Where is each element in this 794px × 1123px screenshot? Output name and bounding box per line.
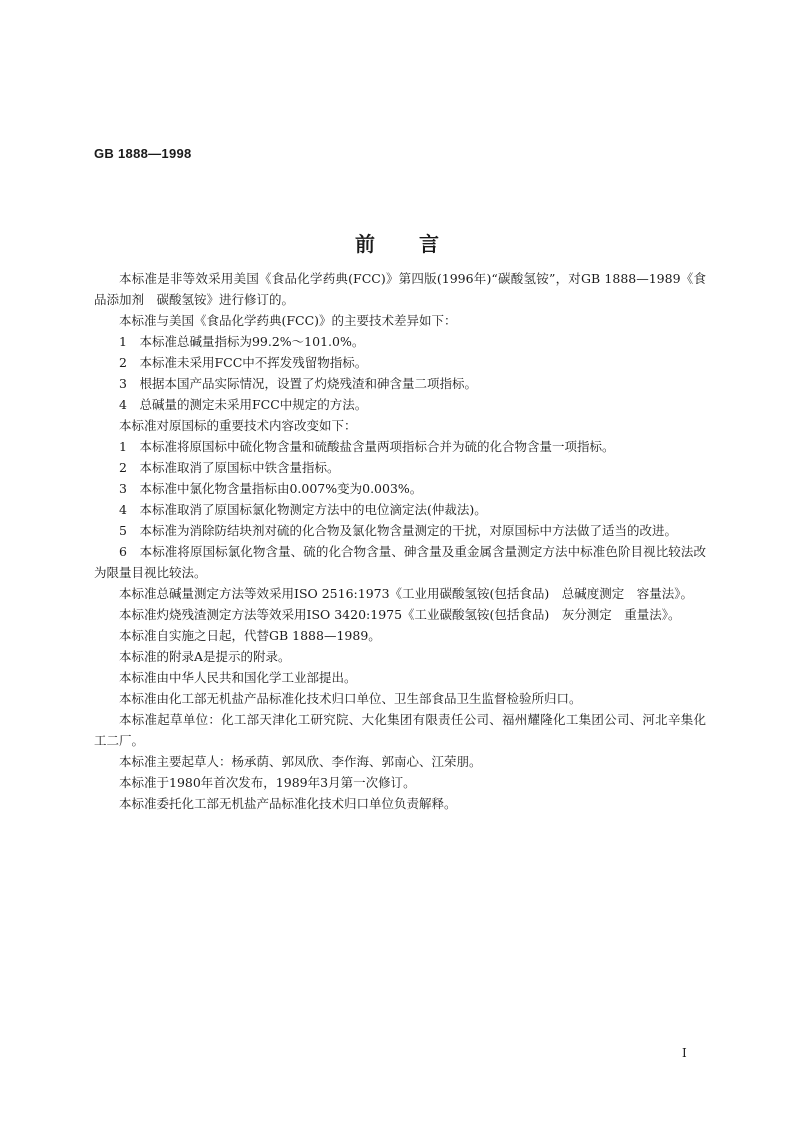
paragraph: 本标准灼烧残渣测定方法等效采用ISO 3420:1975《工业碳酸氢铵(包括食品) 灰分测定 重量法》。 [119, 607, 681, 622]
list-item: 6 本标准将原国标氯化物含量、硫的化合物含量、砷含量及重金属含量测定方法中标准色阶目视比较法改为限量目视比较法。 [94, 544, 706, 580]
list-item: 3 本标准中氯化物含量指标由0.007%变为0.003%。 [119, 481, 423, 496]
paragraph: 本标准于1980年首次发布，1989年3月第一次修订。 [119, 775, 416, 790]
paragraph: 本标准委托化工部无机盐产品标准化技术归口单位负责解释。 [119, 796, 457, 811]
paragraph: 本标准的附录A是提示的附录。 [119, 649, 291, 664]
page-number: I [682, 1046, 687, 1060]
list-item: 1 本标准将原国标中硫化物含量和硫酸盐含量两项指标合并为硫的化合物含量一项指标。 [119, 439, 615, 454]
paragraph: 本标准是非等效采用美国《食品化学药典(FCC)》第四版(1996年)“碳酸氢铵”，对GB 1888—1989《食品添加剂 碳酸氢铵》进行修订的。 [94, 271, 706, 307]
standard-code: GB 1888—1998 [94, 146, 192, 161]
list-item: 2 本标准未采用FCC中不挥发残留物指标。 [119, 355, 368, 370]
list-item: 1 本标准总碱量指标为99.2%～101.0%。 [119, 334, 365, 349]
page-title: 前言 [355, 232, 483, 256]
list-item: 3 根据本国产品实际情况，设置了灼烧残渣和砷含量二项指标。 [119, 376, 477, 391]
list-item: 4 本标准取消了原国标氯化物测定方法中的电位滴定法(仲裁法)。 [119, 502, 487, 517]
paragraph: 本标准总碱量测定方法等效采用ISO 2516:1973《工业用碳酸氢铵(包括食品) 总碱度测定 容量法》。 [119, 586, 694, 601]
paragraph: 本标准由中华人民共和国化学工业部提出。 [119, 670, 357, 685]
foreword-body [94, 268, 706, 814]
paragraph: 本标准与美国《食品化学药典(FCC)》的主要技术差异如下： [119, 313, 457, 328]
list-item: 5 本标准为消除防结块剂对硫的化合物及氯化物含量测定的干扰，对原国标中方法做了适当的改进。 [119, 523, 677, 538]
paragraph: 本标准自实施之日起，代替GB 1888—1989。 [119, 628, 381, 643]
paragraph: 本标准主要起草人：杨承荫、郭凤欣、李作海、郭南心、江荣朋。 [119, 754, 482, 769]
list-item: 2 本标准取消了原国标中铁含量指标。 [119, 460, 340, 475]
paragraph: 本标准起草单位：化工部天津化工研究院、大化集团有限责任公司、福州耀隆化工集团公司、河北辛集化工二厂。 [94, 712, 706, 748]
paragraph: 本标准由化工部无机盐产品标准化技术归口单位、卫生部食品卫生监督检验所归口。 [119, 691, 582, 706]
list-item: 4 总碱量的测定未采用FCC中规定的方法。 [119, 397, 368, 412]
paragraph: 本标准对原国标的重要技术内容改变如下： [119, 418, 357, 433]
